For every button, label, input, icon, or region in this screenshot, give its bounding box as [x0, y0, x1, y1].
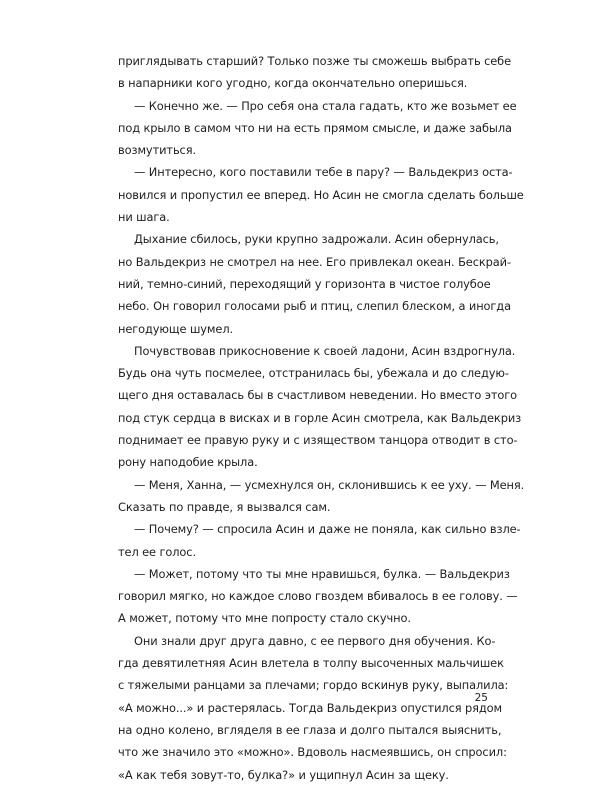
text-line: — Интересно, кого поставили тебе в пару? — Вальдекриз оста- [134, 165, 513, 180]
text-line: Они знали друг друга давно, с ее первого дня обучения. Ко- [134, 633, 496, 648]
text-line: небо. Он говорил голосами рыб и птиц, слепил блеском, а иногда [118, 299, 511, 314]
page-number: 25 [474, 692, 488, 704]
text-line: рону наподобие крыла. [118, 455, 258, 470]
text-line: что же значило это «можно». Вдоволь насмеявшись, он спросил: [118, 745, 507, 760]
text-line: новился и пропустил ее вперед. Но Асин не смогла сделать больше [118, 187, 524, 202]
text-line: негодующе шумел. [118, 321, 234, 336]
text-line: на одно колено, вгляделя в ее глаза и долго пытался выяснить, [118, 722, 502, 737]
text-line: говорил мягко, но каждое слово гвоздем вбивалось в ее голову. — [118, 589, 518, 604]
text-line: гда девятилетняя Асин влетела в толпу высоченных мальчишек [118, 656, 504, 671]
text-line: Почувствовав прикосновение к своей ладони, Асин вздрогнула. [134, 343, 516, 358]
text-line: Будь она чуть посмелее, отстранилась бы, убежала и до следую- [118, 366, 509, 381]
text-line: возмутиться. [118, 143, 196, 158]
text-line: — Почему? — спросила Асин и даже не поняла, как сильно взле- [134, 522, 521, 537]
text-line: приглядывать старший? Только позже ты сможешь выбрать себе [118, 54, 512, 68]
text-line: ний, темно-синий, переходящий у горизонта в чистое голубое [118, 276, 491, 291]
text-line: «А можно...» и растерялась. Тогда Вальдекриз опустился рядом [118, 700, 503, 715]
body-text [118, 50, 525, 786]
text-line: но Вальдекриз не смотрел на нее. Его привлекал океан. Бескрай- [118, 254, 511, 269]
text-line: поднимает ее правую руку и с изяществом танцора отводит в сто- [118, 433, 518, 448]
text-line: — Может, потому что ты мне нравишься, булка. — Вальдекриз [134, 566, 510, 581]
text-line: ни шага. [118, 210, 170, 225]
text-line: — Конечно же. — Про себя она стала гадать, кто же возьмет ее [134, 98, 517, 113]
text-line: Сказать по правде, я вызвался сам. [118, 499, 331, 514]
text-line: под крыло в самом что ни на есть прямом смысле, и даже забыла [118, 120, 512, 135]
text-line: Дыхание сбилось, руки крупно задрожали. Асин обернулась, [134, 232, 499, 247]
text-line: — Меня, Ханна, — усмехнулся он, склонившись к ее уху. — Меня. [134, 477, 525, 492]
text-line: щего дня оставалась бы в счастливом неведении. Но вместо этого [118, 388, 518, 403]
text-line: под стук сердца в висках и в горле Асин смотрела, как Вальдекриз [118, 410, 522, 425]
text-line: в напарники кого угодно, когда окончательно оперишься. [118, 76, 468, 91]
text-line: тел ее голос. [118, 544, 196, 559]
text-line: с тяжелыми ранцами за плечами; гордо вскинув руку, выпалила: [118, 678, 509, 693]
text-line: А может, потому что мне попросту стало скучно. [118, 611, 411, 626]
text-line: «А как тебя зовут-то, булка?» и ущипнул Асин за щеку. [118, 767, 449, 782]
